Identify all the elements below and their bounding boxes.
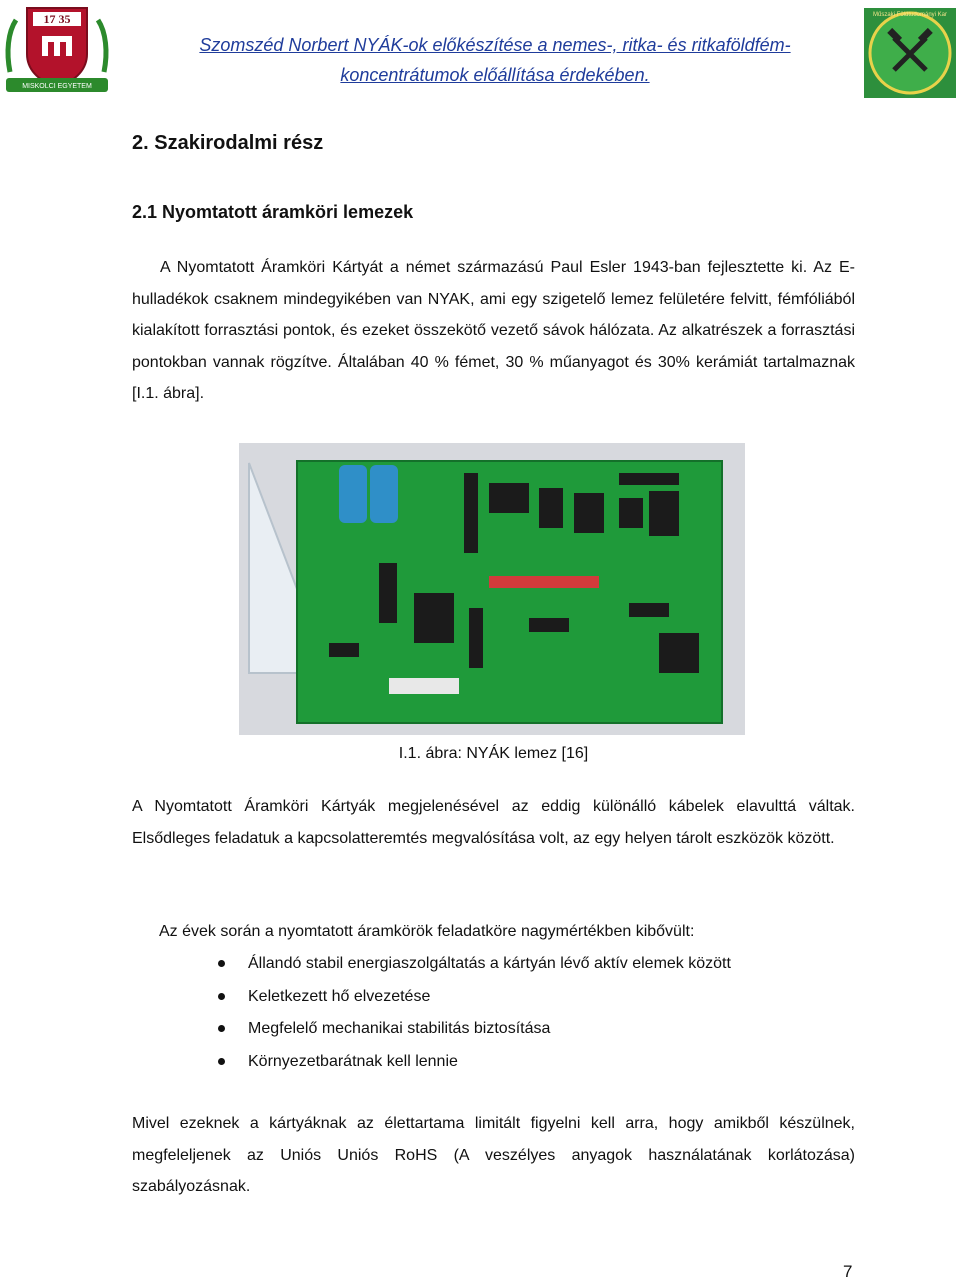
section-heading: 2. Szakirodalmi rész <box>132 132 324 154</box>
faculty-logo <box>864 8 956 98</box>
list-item: Megfelelő mechanikai stabilitás biztosítása <box>132 1017 731 1050</box>
list-intro: Az évek során a nyomtatott áramkörök feladatköre nagymértékben kibővült: <box>159 923 695 940</box>
subsection-heading: 2.1 Nyomtatott áramköri lemezek <box>132 202 414 222</box>
paragraph-rohs: Mivel ezeknek a kártyáknak az élettartama limitált figyelni kell arra, hogy amikből készülnek, megfeleljenek az Uniós Uniós RoHS (A veszélyes anyagok használatának korlátozása) szabályozásnak. <box>132 1115 855 1195</box>
page-number: 7 <box>843 1262 853 1281</box>
list-item: Környezetbarátnak kell lennie <box>132 1050 731 1083</box>
university-crest-logo <box>2 2 112 102</box>
crest-banner-text: MISKOLCI EGYETEM <box>22 83 92 90</box>
bullet-icon <box>218 1025 225 1032</box>
paragraph-intro: A Nyomtatott Áramköri Kártyát a német származású Paul Esler 1943-ban fejlesztette ki. Az E-hulladékok csaknem mindegyikében van NYAK, ami egy szigetelő lemez felületére felvitt, fémfóliából kialakított forrasztási pontok, és ezeket összekötő vezető sávok hálózata. Az alkatrészek a forrasztási pontokban vannak rögzítve. Általában 40 % fémet, 30 % műanyagot és 30% kerámiát tartalmaznak [I.1. ábra]. <box>132 259 855 402</box>
crest-year-text: 17 35 <box>43 12 71 26</box>
bullet-icon <box>218 1058 225 1065</box>
pcb-figure <box>239 443 745 735</box>
pcb-photo-illustration <box>239 443 745 735</box>
bullet-icon <box>218 993 225 1000</box>
header-title-line-2: koncentrátumok előállítása érdekében. <box>340 65 650 85</box>
paragraph-cards: A Nyomtatott Áramköri Kártyák megjelenésével az eddig különálló kábelek elavulttá váltak. Elsődleges feladatuk a kapcsolatteremtés megvalósítása volt, az egy helyen tárolt eszközök között. <box>132 798 855 847</box>
figure-caption: I.1. ábra: NYÁK lemez [16] <box>398 745 589 762</box>
faculty-logo-text: Műszaki Földtudományi Kar <box>872 12 948 18</box>
list-item: Állandó stabil energiaszolgáltatás a kártyán lévő aktív elemek között <box>132 952 731 985</box>
header-title-line-1: Szomszéd Norbert NYÁK-ok előkészítése a nemes-, ritka- és ritkaföldfém- <box>199 35 791 55</box>
list-item: Keletkezett hő elvezetése <box>132 985 731 1018</box>
document-header-title <box>150 30 840 90</box>
bullet-list <box>132 952 731 1082</box>
bullet-icon <box>218 960 225 967</box>
